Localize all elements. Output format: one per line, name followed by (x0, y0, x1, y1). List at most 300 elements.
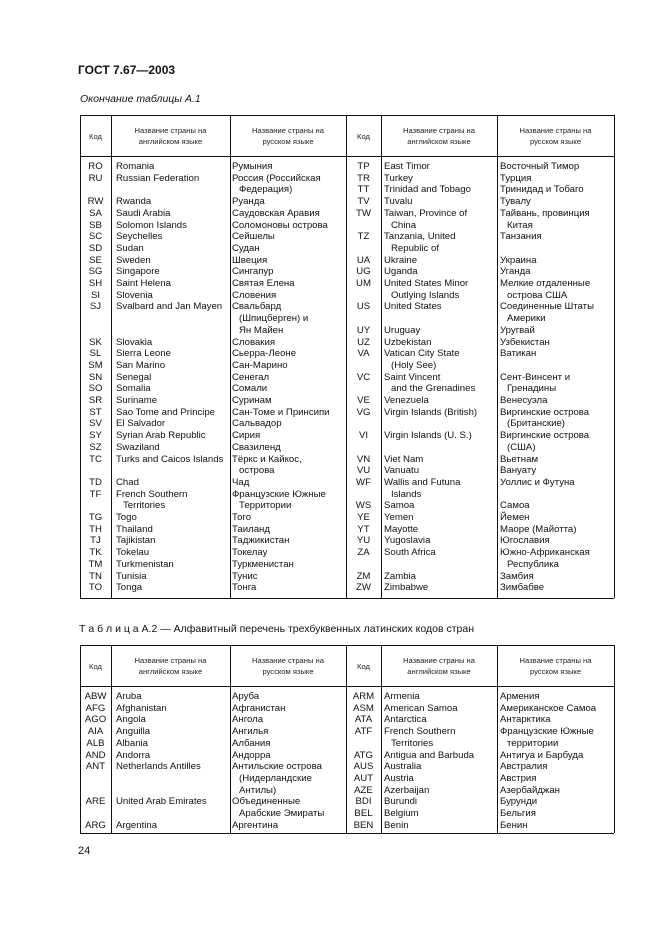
country-code: BDI (355, 796, 372, 808)
country-name-english: Zambia (384, 570, 416, 582)
country-code: SY (89, 430, 102, 442)
country-name-russian: Американское Самоа (500, 702, 597, 714)
country-code: UA (356, 254, 371, 266)
country-name-russian: Турция (500, 172, 532, 184)
country-code: TM (88, 558, 103, 570)
country-name-russian: Сенегал (232, 371, 270, 383)
country-code: AFG (85, 702, 106, 714)
country-name-english: Tajikistan (116, 535, 156, 547)
country-name-english: Uganda (384, 266, 418, 278)
country-code: AIA (87, 726, 104, 738)
country-name-russian: Руанда (232, 196, 265, 208)
header-line: русском языке (529, 136, 582, 146)
country-code: TH (89, 523, 102, 535)
country-name-english: Rwanda (116, 196, 152, 208)
header-line: английском языке (138, 136, 203, 146)
header-line: Название страны на (403, 655, 475, 665)
country-name-english: Turkey (384, 172, 413, 184)
country-name-russian: Антильские острова (232, 761, 322, 773)
country-name-english: Tokelau (116, 547, 150, 559)
country-name-russian: Свазиленд (232, 441, 281, 453)
country-name-english: Syrian Arab Republic (116, 430, 206, 442)
country-name-russian: Таиланд (232, 523, 270, 535)
header-code: Код (357, 131, 370, 141)
country-name-english: Argentina (116, 819, 158, 831)
country-name-english: Saint Vincent (384, 371, 441, 383)
country-name-english: Trinidad and Tobago (384, 184, 471, 196)
country-code: VA (357, 348, 370, 360)
country-name-russian: Сан-Томе и Принсипи (232, 406, 330, 418)
country-name-russian: Сальвадор (232, 418, 282, 430)
header-english-name (381, 125, 497, 147)
country-name-russian: Сирия (232, 430, 261, 442)
country-name-english: Vatican City State (384, 348, 460, 360)
country-code: SR (88, 395, 103, 406)
country-code: ZA (357, 547, 370, 559)
country-name-english: Mayotte (384, 523, 419, 535)
country-code: RW (87, 196, 104, 208)
country-name-english: Antarctica (384, 714, 427, 726)
header-line: русском языке (262, 136, 314, 146)
country-name-english: Yemen (384, 512, 414, 523)
country-code: YE (357, 512, 370, 523)
header-line: русском языке (529, 666, 582, 676)
country-name-russian: Тёркс и Кайкос, (232, 453, 302, 465)
header-line: английском языке (407, 666, 471, 676)
table-border-top (80, 645, 614, 646)
country-code: ST (89, 406, 102, 418)
country-code: SD (88, 242, 103, 254)
country-name-russian: Бенин (500, 819, 528, 831)
country-name-english: Slovenia (116, 289, 153, 301)
country-code: SO (88, 383, 103, 395)
country-code: SA (89, 207, 102, 219)
country-code: WF (356, 476, 371, 488)
country-name-russian: Словакия (232, 336, 276, 348)
country-code: ARE (85, 796, 106, 808)
country-name-russian: Ватикан (500, 348, 537, 360)
header-english-name (111, 655, 230, 677)
country-name-english: United Arab Emirates (116, 796, 207, 808)
country-name-russian: Сомали (232, 383, 268, 395)
country-code: VG (356, 406, 371, 418)
country-name-russian: Тунис (232, 570, 258, 582)
country-code: ARM (352, 691, 375, 702)
country-name-russian: Узбекистан (500, 336, 550, 348)
header-russian-name (230, 125, 346, 147)
country-name-russian: Уругвай (500, 324, 535, 336)
header-english-name (381, 655, 497, 677)
country-name-russian: Саудовская Аравия (232, 207, 320, 219)
country-name-russian: Америки (507, 313, 546, 325)
country-name-russian: Аруба (232, 691, 260, 702)
country-name-english: Venezuela (384, 395, 429, 406)
country-name-russian: Австралия (500, 761, 548, 773)
country-name-english: Albania (116, 737, 149, 749)
country-name-russian: Ангилья (232, 726, 269, 738)
country-code: SJ (89, 301, 102, 313)
country-code: WS (355, 500, 372, 512)
country-code: SM (88, 359, 103, 371)
country-code: VC (356, 371, 371, 383)
country-name-english: Antigua and Barbuda (384, 749, 475, 761)
header-line: Название страны на (134, 655, 207, 665)
country-name-english: Outlying Islands (391, 289, 460, 301)
country-name-english: Turkmenistan (116, 558, 174, 570)
country-name-english: Aruba (116, 691, 142, 702)
country-name-english: United States Minor (384, 278, 469, 289)
country-name-russian: Сент-Винсент и (500, 371, 571, 383)
country-code: BEL (354, 808, 373, 819)
header-code: Код (89, 661, 102, 671)
country-code: ASM (353, 702, 374, 714)
column-rule (497, 115, 498, 598)
country-name-english: Singapore (116, 266, 160, 278)
header-line: английском языке (138, 666, 203, 676)
country-name-english: Sweden (116, 254, 151, 266)
country-code: ALB (86, 737, 105, 749)
country-name-english: Vanuatu (384, 465, 420, 477)
country-name-russian: Сейшелы (232, 231, 275, 243)
country-name-russian: Китая (507, 219, 533, 231)
country-code: TW (356, 207, 371, 219)
country-name-english: Taiwan, Province of (384, 207, 468, 219)
header-russian-name (497, 125, 614, 147)
standard-header: ГОСТ 7.67—2003 (78, 63, 176, 77)
country-name-russian: Азербайджан (500, 784, 560, 796)
country-name-russian: (Шпицберген) и (239, 313, 309, 325)
country-name-russian: Суринам (232, 395, 272, 406)
country-name-english: Chad (116, 476, 139, 488)
country-name-english: Netherlands Antilles (116, 761, 201, 773)
country-name-russian: Уоллис и Футуна (500, 476, 575, 488)
country-name-russian: Йемен (500, 512, 530, 523)
country-code: ARG (85, 819, 106, 831)
country-name-english: United States (384, 301, 442, 313)
country-name-russian: Танзания (500, 231, 542, 243)
country-code: TN (89, 570, 102, 582)
country-name-russian: Свальбард (232, 301, 282, 313)
header-russian-name (497, 655, 614, 677)
country-name-russian: Сьерра-Леоне (232, 348, 297, 360)
country-code: AUS (353, 761, 374, 773)
country-name-russian: Судан (232, 242, 260, 254)
country-code: ZM (356, 570, 371, 582)
country-code: SH (88, 278, 103, 289)
country-name-russian: Словения (232, 289, 277, 301)
country-name-english: Andorra (116, 749, 151, 761)
country-code: TO (88, 582, 103, 594)
country-name-russian: Швеция (232, 254, 268, 266)
country-name-russian: Антигуа и Барбуда (500, 749, 584, 761)
country-name-english: Thailand (116, 523, 153, 535)
table-a2-caption: Т а б л и ц а А.2 — Алфавитный перечень трехбуквенных латинских кодов стран (79, 623, 475, 635)
country-name-russian: Республика (507, 558, 559, 570)
country-name-english: Samoa (384, 500, 415, 512)
country-name-russian: Токелау (232, 547, 268, 559)
country-name-english: (Holy See) (391, 359, 437, 371)
country-code: RO (88, 161, 103, 172)
country-name-english: Territories (123, 500, 166, 512)
country-name-russian: Мелкие отдаленные (500, 278, 591, 289)
country-name-english: China (391, 219, 417, 231)
country-name-russian: (Британские) (507, 418, 565, 430)
country-code: VU (356, 465, 371, 477)
country-name-english: Angola (116, 714, 146, 726)
country-code: SB (89, 219, 102, 231)
table-border-bottom (80, 598, 614, 599)
country-code: SL (89, 348, 102, 360)
page-number: 24 (78, 845, 91, 857)
country-code: SE (89, 254, 102, 266)
country-code: TC (89, 453, 102, 465)
header-line: английском языке (407, 136, 471, 146)
country-name-russian: Югославия (500, 535, 550, 547)
country-code: TJ (90, 535, 101, 547)
country-name-russian: Объединенные (232, 796, 301, 808)
country-code: SV (89, 418, 102, 430)
country-name-russian: Территории (239, 500, 292, 512)
country-name-russian: Сан-Марино (232, 359, 288, 371)
country-code: BEN (353, 819, 374, 831)
country-name-english: Republic of (391, 242, 439, 254)
country-name-english: Tanzania, United (384, 231, 456, 243)
table-header-rule (80, 156, 614, 157)
country-name-russian: Сингапур (232, 266, 274, 278)
country-code: ZW (356, 582, 371, 594)
country-name-russian: Французские Южные (232, 488, 326, 500)
country-name-english: Russian Federation (116, 172, 200, 184)
country-code: SZ (89, 441, 102, 453)
country-code: AZE (354, 784, 373, 796)
country-name-english: El Salvador (116, 418, 166, 430)
country-name-english: Saint Helena (116, 278, 171, 289)
country-name-russian: Бельгия (500, 808, 536, 819)
country-code: ABW (84, 691, 107, 702)
country-name-english: Turks and Caicos Islands (116, 453, 224, 465)
header-english-name (111, 125, 230, 147)
header-russian-name (230, 655, 346, 677)
country-code: SK (89, 336, 102, 348)
country-code: AND (85, 749, 106, 761)
country-name-english: Territories (391, 737, 434, 749)
country-name-english: Svalbard and Jan Mayen (116, 301, 223, 313)
country-code: TG (88, 512, 103, 523)
country-name-russian: Южно-Африканская (500, 547, 590, 559)
country-name-english: Tuvalu (384, 196, 413, 208)
country-name-russian: острова (239, 465, 275, 477)
country-name-russian: Антарктика (500, 714, 551, 726)
country-name-russian: Тайвань, провинция (500, 207, 590, 219)
country-name-russian: Венесуэла (500, 395, 548, 406)
column-rule (230, 115, 231, 598)
country-code: RU (88, 172, 103, 184)
column-rule (614, 115, 615, 598)
country-code: SC (88, 231, 103, 243)
country-code: TR (357, 172, 370, 184)
country-name-russian: Тринидад и Тобаго (500, 184, 584, 196)
country-name-russian: (Нидерландские (239, 772, 312, 784)
country-name-english: Islands (391, 488, 422, 500)
country-name-russian: Уганда (500, 266, 531, 278)
country-name-russian: Вануату (500, 465, 537, 477)
header-line: Название страны на (519, 125, 592, 135)
country-name-english: Somalia (116, 383, 151, 395)
table-a1-caption: Окончание таблицы А.1 (80, 93, 201, 105)
country-name-english: Senegal (116, 371, 152, 383)
country-code: TV (357, 196, 370, 208)
country-name-english: Solomon Islands (116, 219, 187, 231)
country-name-english: Benin (384, 819, 409, 831)
table-border-bottom (80, 833, 614, 834)
country-name-english: French Southern (116, 488, 188, 500)
country-name-english: Viet Nam (384, 453, 424, 465)
country-name-english: Togo (116, 512, 137, 523)
country-name-english: Ukraine (384, 254, 418, 266)
country-code: ATA (354, 714, 373, 726)
country-name-russian: острова США (507, 289, 568, 301)
country-name-english: Yugoslavia (384, 535, 431, 547)
table-border-top (80, 115, 614, 116)
country-name-russian: Ангола (232, 714, 264, 726)
country-name-english: Tonga (116, 582, 143, 594)
country-name-english: American Samoa (384, 702, 458, 714)
country-code: UZ (357, 336, 370, 348)
country-name-english: East Timor (384, 161, 430, 172)
header-line: Название страны на (252, 655, 324, 665)
country-name-english: Armenia (384, 691, 420, 702)
header-line: Название страны на (403, 125, 475, 135)
country-name-russian: Вьетнам (500, 453, 539, 465)
country-name-russian: (США) (507, 441, 536, 453)
country-name-english: Australia (384, 761, 422, 773)
country-name-russian: Того (232, 512, 252, 523)
country-name-english: South Africa (384, 547, 436, 559)
country-name-english: Zimbabwe (384, 582, 429, 594)
country-name-russian: Соединенные Штаты (500, 301, 594, 313)
country-name-russian: Восточный Тимор (500, 161, 580, 172)
country-code: UG (356, 266, 371, 278)
country-code: TF (89, 488, 102, 500)
country-name-english: Uzbekistan (384, 336, 432, 348)
country-name-russian: Тувалу (500, 196, 531, 208)
country-name-russian: Туркменистан (232, 558, 294, 570)
header-code: Код (357, 661, 370, 671)
country-name-russian: Святая Елена (232, 278, 295, 289)
country-name-russian: Албания (232, 737, 271, 749)
country-name-russian: Ян Майен (239, 324, 284, 336)
column-rule (614, 645, 615, 833)
country-code: AGO (84, 714, 107, 726)
country-name-russian: Чад (232, 476, 250, 488)
country-name-russian: Бурунди (500, 796, 538, 808)
country-name-english: Virgin Islands (British) (384, 406, 478, 418)
country-code: VN (356, 453, 371, 465)
country-name-russian: Зимбабве (500, 582, 545, 594)
country-name-english: Swaziland (116, 441, 160, 453)
country-name-russian: Арабские Эмираты (239, 808, 325, 819)
country-code: ANT (85, 761, 106, 773)
country-name-english: Uruguay (384, 324, 421, 336)
country-code: TT (357, 184, 370, 196)
country-name-russian: Таджикистан (232, 535, 290, 547)
country-name-english: Burundi (384, 796, 418, 808)
country-name-russian: Замбия (500, 570, 534, 582)
country-name-english: Wallis and Futuna (384, 476, 461, 488)
country-name-english: Anguilla (116, 726, 151, 738)
header-line: русском языке (262, 666, 314, 676)
country-code: YT (357, 523, 370, 535)
column-rule (111, 115, 112, 598)
country-name-russian: Соломоновы острова (232, 219, 328, 231)
country-name-russian: Виргинские острова (500, 406, 590, 418)
country-code: SN (88, 371, 103, 383)
country-name-english: and the Grenadines (391, 383, 476, 395)
country-code: AUT (353, 772, 374, 784)
country-name-english: French Southern (384, 726, 456, 738)
country-code: UY (356, 324, 371, 336)
country-name-english: Seychelles (116, 231, 163, 243)
country-code: ATF (354, 726, 373, 738)
country-name-russian: Андорра (232, 749, 271, 761)
country-name-russian: Аргентина (232, 819, 279, 831)
country-name-russian: Гренадины (507, 383, 557, 395)
country-name-russian: Французские Южные (500, 726, 594, 738)
country-name-russian: Виргинские острова (500, 430, 590, 442)
country-code: SG (88, 266, 103, 278)
country-name-russian: Румыния (232, 161, 273, 172)
header-code: Код (89, 131, 102, 141)
column-rule (381, 115, 382, 598)
country-name-english: Afghanistan (116, 702, 167, 714)
country-name-russian: Россия (Российская (232, 172, 321, 184)
country-code: ATG (353, 749, 373, 761)
country-name-russian: Самоа (500, 500, 530, 512)
country-code: TZ (357, 231, 370, 243)
country-name-english: Sierra Leone (116, 348, 171, 360)
country-name-russian: Федерация) (239, 184, 293, 196)
country-code: YU (356, 535, 371, 547)
country-name-english: Austria (384, 772, 414, 784)
country-code: VI (358, 430, 369, 442)
country-name-english: Saudi Arabia (116, 207, 171, 219)
country-name-english: San Marino (116, 359, 166, 371)
country-name-english: Azerbaijan (384, 784, 430, 796)
country-name-english: Slovakia (116, 336, 153, 348)
country-code: VE (357, 395, 370, 406)
country-name-russian: Армения (500, 691, 540, 702)
country-name-russian: территории (507, 737, 559, 749)
country-code: TK (89, 547, 102, 559)
country-name-english: Sudan (116, 242, 144, 254)
country-name-english: Sao Tome and Principe (116, 406, 216, 418)
country-code: TD (89, 476, 102, 488)
country-code: SI (90, 289, 101, 301)
country-code: UM (356, 278, 371, 289)
country-code: TP (357, 161, 370, 172)
header-line: Название страны на (252, 125, 324, 135)
country-name-english: Tunisia (116, 570, 147, 582)
country-name-russian: Афганистан (232, 702, 286, 714)
country-name-russian: Австрия (500, 772, 537, 784)
country-code: US (356, 301, 371, 313)
table-header-rule (80, 686, 614, 687)
country-name-russian: Маоре (Майотта) (500, 523, 577, 535)
country-name-russian: Тонга (232, 582, 257, 594)
country-name-english: Romania (116, 161, 155, 172)
country-name-russian: Украина (500, 254, 537, 266)
header-line: Название страны на (519, 655, 592, 665)
